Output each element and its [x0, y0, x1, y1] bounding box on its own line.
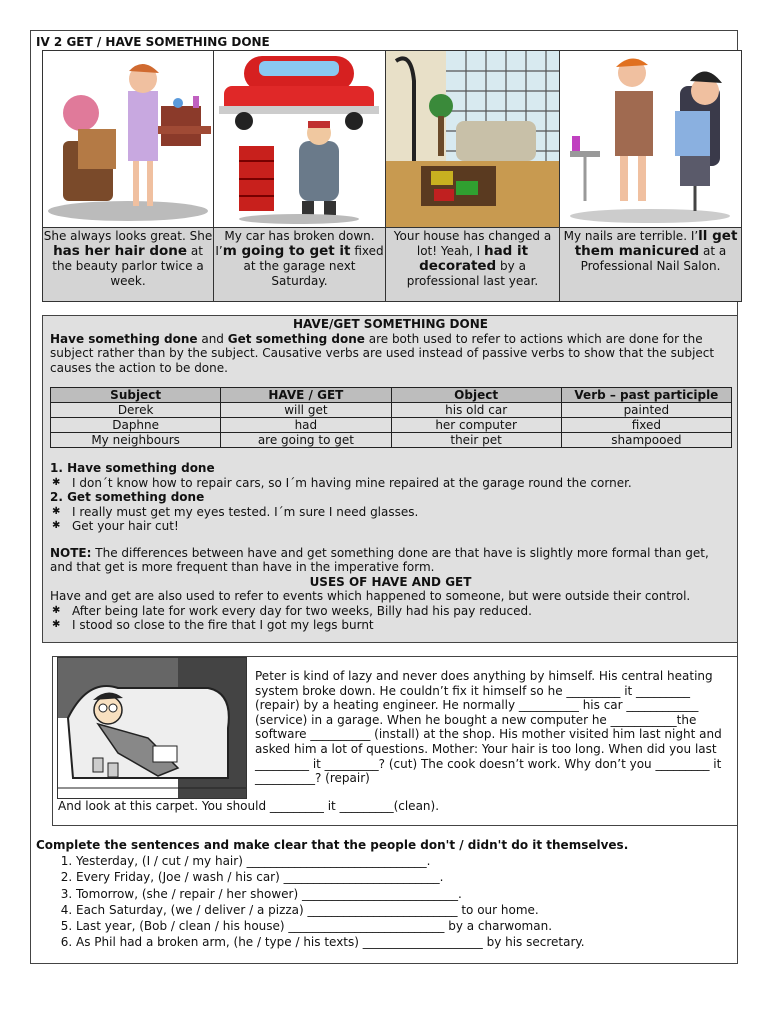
table-header-row — [51, 388, 732, 403]
list-item: 3. Tomorrow, (she / repair / her shower) __________________________. — [76, 886, 736, 902]
table-header-cell: Object — [391, 388, 561, 403]
list-item: 1. Yesterday, (I / cut / my hair) ______________________________. — [76, 853, 736, 869]
table-header-cell: Subject — [51, 388, 221, 403]
manicure-illustration-icon — [560, 51, 741, 227]
exercise-heading: Complete the sentences and make clear that the people don't / didn't do it themselves. — [36, 838, 629, 852]
table-cell: painted — [561, 403, 731, 418]
structure-table — [50, 387, 732, 448]
section-1-heading: 1. Have something done — [50, 461, 215, 475]
grammar-box — [42, 315, 738, 643]
table-cell: will get — [221, 403, 391, 418]
note-paragraph: NOTE: The differences between have and get something done are that have is slightly more formal than get, and that get is more frequent than have in the imperative form. — [50, 545, 709, 574]
table-cell: her computer — [391, 418, 561, 433]
table-header-cell: HAVE / GET — [221, 388, 391, 403]
car-mechanic-illustration-icon — [214, 51, 385, 227]
section-2-example-2: ✱ Get your hair cut! — [50, 519, 731, 534]
uses-example-1: ✱ After being late for work every day for two weeks, Billy had his pay reduced. — [50, 604, 731, 619]
picture-caption-3: Your house has changed a lot! Yeah, I had it decorated by a professional last year. — [386, 227, 559, 301]
table-row — [51, 403, 732, 418]
list-item: 4. Each Saturday, (we / deliver / a pizza) _________________________ to our home. — [76, 902, 736, 918]
picture-card-4 — [559, 50, 742, 302]
picture-strip — [42, 50, 742, 302]
story-last-line: And look at this carpet. You should _________ it _________(clean). — [58, 799, 440, 813]
uses-heading: USES OF HAVE AND GET — [309, 574, 472, 589]
grammar-intro: Have something done and Get something done are both used to refer to actions which are done for the subject rather than by the subject. Causative verbs are used instead of passive verbs to show that the subject causes the action to be done. — [50, 331, 715, 375]
picture-card-3 — [385, 50, 560, 302]
table-header-cell: Verb – past participle — [561, 388, 731, 403]
table-cell: their pet — [391, 433, 561, 448]
table-cell: his old car — [391, 403, 561, 418]
grammar-heading: HAVE/GET SOMETHING DONE — [293, 317, 488, 331]
uses-paragraph: Have and get are also used to refer to events which happened to someone, but were outside their control. — [50, 589, 691, 603]
picture-card-2 — [213, 50, 386, 302]
exercise-list — [36, 853, 736, 950]
table-cell: shampooed — [561, 433, 731, 448]
list-item: 5. Last year, (Bob / clean / his house) __________________________ by a charwoman. — [76, 918, 736, 934]
table-cell: had — [221, 418, 391, 433]
story-box — [52, 656, 738, 826]
list-item: 2. Every Friday, (Joe / wash / his car) __________________________. — [76, 869, 736, 885]
section-2-example-1: ✱ I really must get my eyes tested. I´m sure I need glasses. — [50, 505, 731, 520]
table-cell: are going to get — [221, 433, 391, 448]
hairdresser-illustration-icon — [43, 51, 213, 227]
lazy-man-on-couch-icon — [57, 657, 247, 799]
table-row — [51, 433, 732, 448]
picture-card-1 — [42, 50, 214, 302]
picture-caption-4: My nails are terrible. I’ll get them manicured at a Professional Nail Salon. — [560, 227, 741, 301]
table-cell: My neighbours — [51, 433, 221, 448]
table-row — [51, 418, 732, 433]
picture-caption-2: My car has broken down. I’m going to get it fixed at the garage next Saturday. — [214, 227, 385, 301]
story-text: Peter is kind of lazy and never does anything by himself. His central heating system broke down. He couldn’t fix it himself so he _________ it _________ (repair) by a heating engineer. He normally __________ his car ____________ (service) in a garage. When he bought a new computer he ___________the software __________ (install) at the shop. His mother visited him last night and asked him a lot of questions. Mother: Your hair is too long. When did you last _________ it _________? (cut) The cook doesn’t work. Why don’t you _________ it __________? (repair) — [255, 669, 722, 786]
table-cell: Derek — [51, 403, 221, 418]
exercise-section — [36, 837, 736, 950]
section-2-heading: 2. Get something done — [50, 490, 205, 504]
worksheet-title: IV 2 GET / HAVE SOMETHING DONE — [36, 35, 270, 49]
picture-caption-1: She always looks great. She has her hair done at the beauty parlor twice a week. — [43, 227, 213, 301]
uses-example-2: ✱ I stood so close to the fire that I got my legs burnt — [50, 618, 731, 633]
living-room-illustration-icon — [386, 51, 559, 227]
table-cell: Daphne — [51, 418, 221, 433]
section-1-example: ✱ I don´t know how to repair cars, so I´m having mine repaired at the garage round the corner. — [50, 476, 731, 491]
table-cell: fixed — [561, 418, 731, 433]
list-item: 6. As Phil had a broken arm, (he / type / his texts) ____________________ by his secretary. — [76, 934, 736, 950]
